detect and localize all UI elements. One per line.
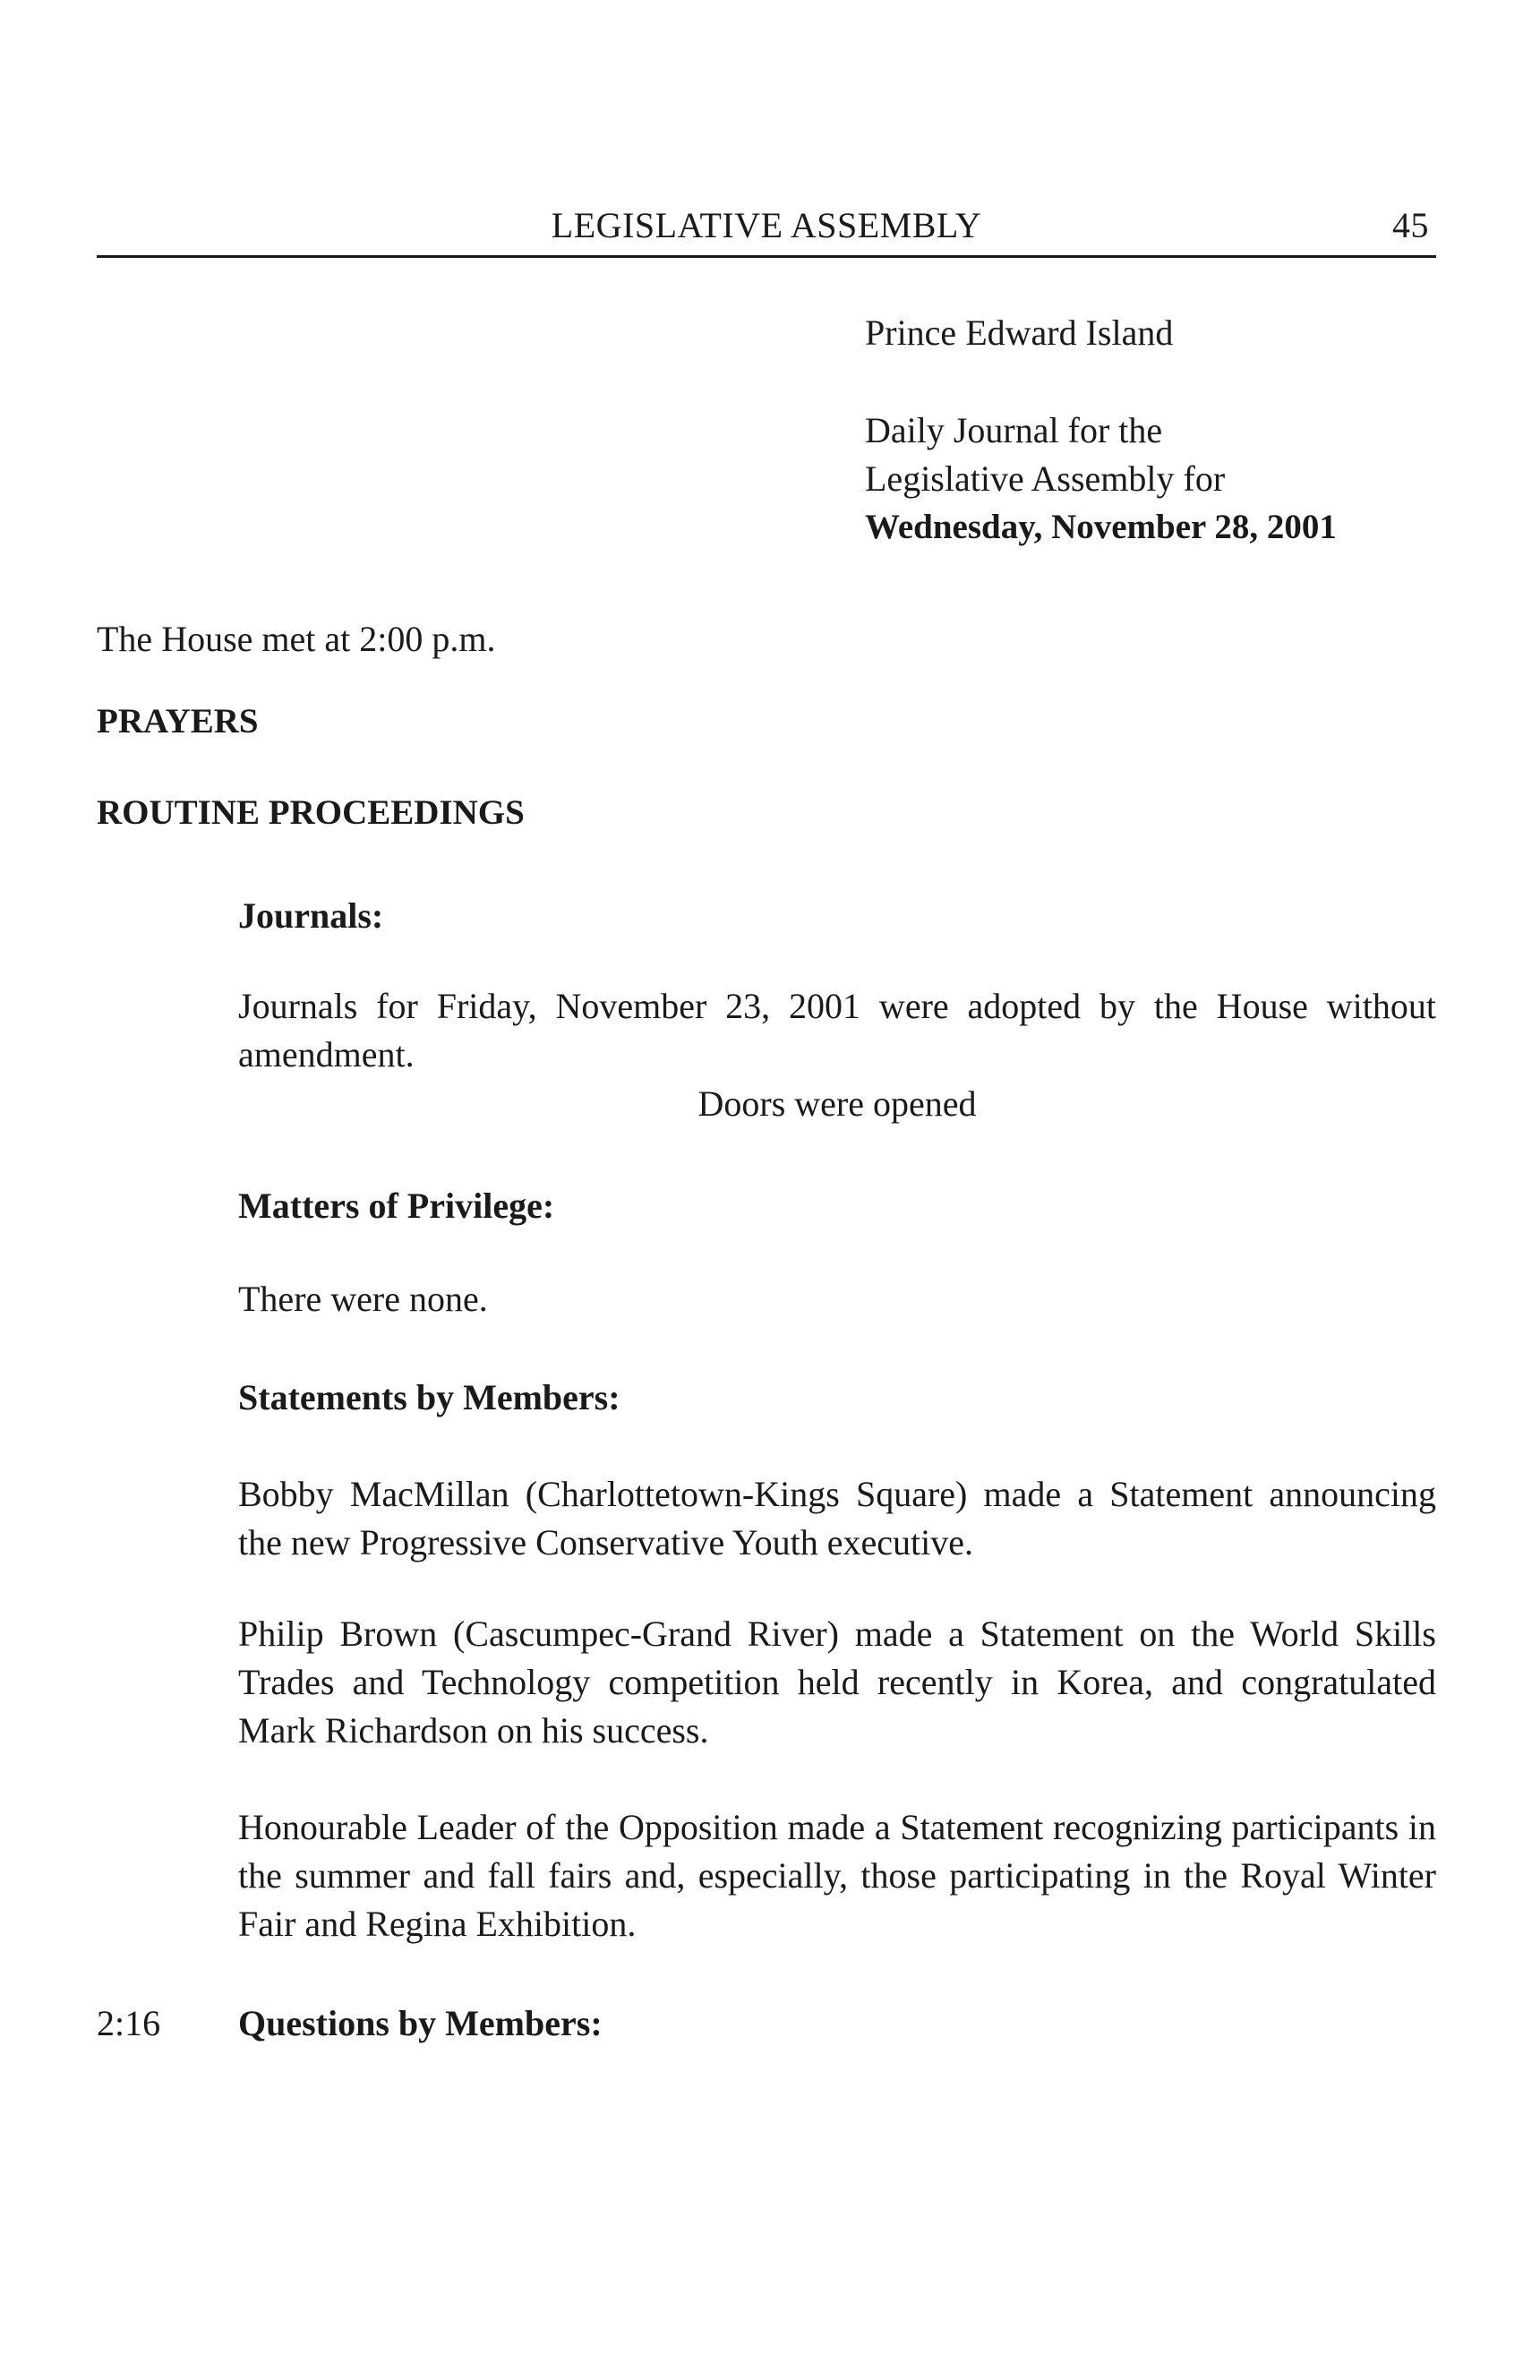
opening-statement: The House met at 2:00 p.m.: [97, 619, 496, 659]
journal-title-line-2: Legislative Assembly for: [865, 458, 1226, 499]
statement-paragraph-3: Honourable Leader of the Opposition made a Statement recognizing participants in the summer and fall fairs and, especially, those participating in the Royal Winter Fair and Regina Exhibition.: [238, 1807, 1436, 1944]
routine-proceedings-heading: ROUTINE PROCEEDINGS: [97, 793, 525, 832]
masthead: [865, 309, 1337, 552]
prayers-heading: PRAYERS: [97, 702, 259, 741]
running-header-title: LEGISLATIVE ASSEMBLY: [551, 205, 982, 245]
page-number: 45: [1392, 205, 1429, 245]
privilege-heading: Matters of Privilege:: [238, 1186, 555, 1226]
statement-paragraph-1: Bobby MacMillan (Charlottetown-Kings Square) made a Statement announcing the new Progressive Conservative Youth executive.: [238, 1474, 1436, 1562]
statement-paragraph-2: Philip Brown (Cascumpec-Grand River) made a Statement on the World Skills Trades and Technology competition held recently in Korea, and congratulated Mark Richardson on his success.: [238, 1614, 1436, 1751]
statements-heading: Statements by Members:: [238, 1377, 620, 1417]
journals-heading: Journals:: [238, 895, 384, 936]
province-name: Prince Edward Island: [865, 312, 1174, 353]
sitting-date: Wednesday, November 28, 2001: [865, 508, 1337, 546]
questions-time: 2:16: [97, 2003, 161, 2043]
doors-opened-note: Doors were opened: [697, 1083, 977, 1124]
header-rule: [97, 255, 1436, 258]
privilege-paragraph: There were none.: [238, 1279, 488, 1319]
questions-heading: Questions by Members:: [238, 2003, 603, 2043]
running-header: [97, 204, 1436, 247]
journal-title-line-1: Daily Journal for the: [865, 410, 1163, 450]
journals-paragraph: Journals for Friday, November 23, 2001 were adopted by the House without amendment.: [238, 986, 1436, 1074]
